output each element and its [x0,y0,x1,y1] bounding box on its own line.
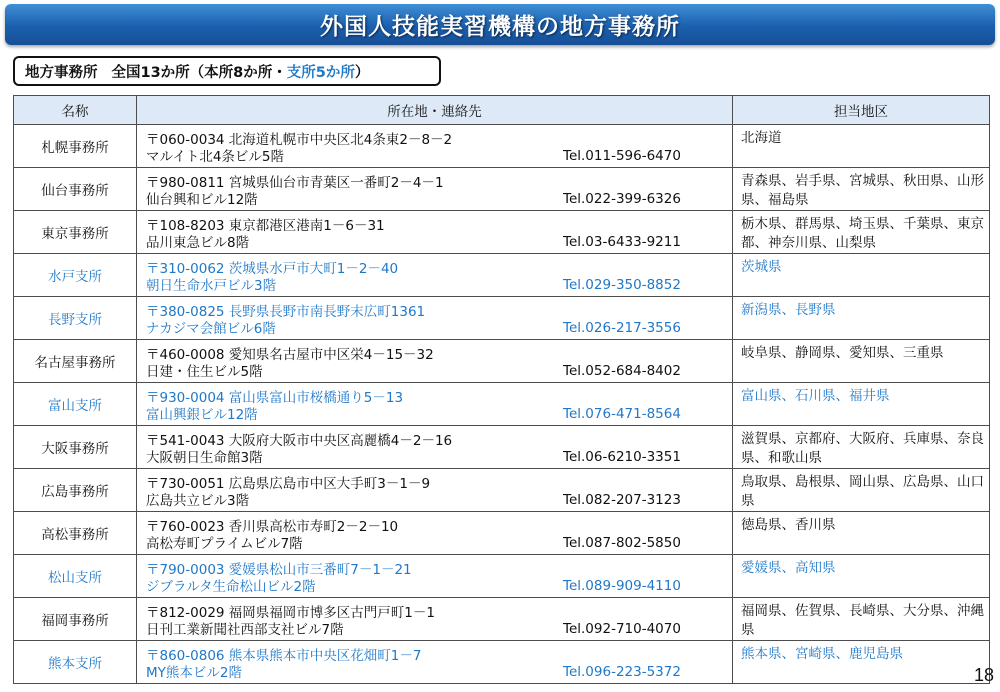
office-address-line1: 〒730-0051 広島県広島市中区大手町3－1－9 [146,476,431,492]
office-name: 福岡事務所 [14,598,137,641]
office-address-line2: 日刊工業新聞社西部支社ビル7階 [146,622,344,638]
office-address-line1: 〒310-0062 茨城県水戸市大町1－2－40 [146,261,399,277]
office-name: 富山支所 [14,383,137,426]
office-area-cell [733,469,990,512]
table-row [14,168,990,211]
office-name: 大阪事務所 [14,426,137,469]
table-row [14,598,990,641]
office-name: 高松事務所 [14,512,137,555]
office-phone: Tel.092-710-4070 [563,621,681,637]
office-area-cell [733,383,990,426]
office-area: 滋賀県、京都府、大阪府、兵庫県、奈良県、和歌山県 [741,431,984,466]
office-area-cell [733,598,990,641]
office-address-line1: 〒541-0043 大阪府大阪市中央区高麗橋4－2－16 [146,433,453,449]
header-area: 担当地区 [733,96,990,125]
table-header-row [14,96,990,125]
office-address-line1: 〒930-0004 富山県富山市桜橋通り5－13 [146,390,404,406]
office-address-line1: 〒760-0023 香川県高松市寿町2－2－10 [146,519,399,535]
office-address-line2: ナカジマ会館ビル6階 [146,321,276,337]
office-address-line2: 高松寿町プライムビル7階 [146,536,303,552]
office-name: 名古屋事務所 [14,340,137,383]
office-address-line2: 朝日生命水戸ビル3階 [146,278,277,294]
office-address-line1: 〒812-0029 福岡県福岡市博多区古門戸町1－1 [146,605,435,621]
summary-branch-count: 支所5か所 [286,64,355,81]
office-name: 東京事務所 [14,211,137,254]
office-address-cell [137,168,733,211]
table-row [14,211,990,254]
office-address-line2: MY熊本ビル2階 [146,665,242,681]
office-area-cell [733,254,990,297]
office-address-line2: 仙台興和ビル12階 [146,192,258,208]
page-number: 18 [973,665,994,685]
table-row [14,383,990,426]
office-address-cell [137,211,733,254]
office-address-line1: 〒860-0806 熊本県熊本市中央区花畑町1－7 [146,648,422,664]
office-phone: Tel.06-6210-3351 [563,449,681,465]
office-address-line1: 〒060-0034 北海道札幌市中央区北4条東2－8－2 [146,132,453,148]
table-row [14,469,990,512]
office-area-cell [733,555,990,598]
office-phone: Tel.082-207-3123 [563,492,681,508]
office-name: 水戸支所 [14,254,137,297]
office-area: 栃木県、群馬県、埼玉県、千葉県、東京都、神奈川県、山梨県 [741,216,984,251]
office-area-cell [733,297,990,340]
page-title: 外国人技能実習機構の地方事務所 [320,14,680,40]
table-row [14,254,990,297]
table-row [14,555,990,598]
office-address-cell [137,469,733,512]
office-area: 徳島県、香川県 [741,517,836,533]
header-name: 名称 [14,96,137,125]
office-name: 札幌事務所 [14,125,137,168]
office-area: 熊本県、宮崎県、鹿児島県 [741,646,903,662]
office-name: 広島事務所 [14,469,137,512]
office-name: 長野支所 [14,297,137,340]
office-area-cell [733,641,990,684]
office-address-line2: 日建・住生ビル5階 [146,364,263,380]
title-banner [5,4,995,45]
office-address-line1: 〒380-0825 長野県長野市南長野末広町1361 [146,304,426,320]
office-area-cell [733,426,990,469]
office-address-cell [137,641,733,684]
office-address-cell [137,125,733,168]
summary-count: 全国13か所（本所8か所・ [111,64,287,81]
office-area: 福岡県、佐賀県、長崎県、大分県、沖縄県 [741,603,984,638]
office-phone: Tel.087-802-5850 [563,535,681,551]
office-area: 茨城県 [741,259,782,275]
office-name: 熊本支所 [14,641,137,684]
office-address-line2: 品川東急ビル8階 [146,235,250,251]
office-area-cell [733,125,990,168]
office-area: 新潟県、長野県 [741,302,836,318]
summary-label: 地方事務所 [25,64,98,81]
office-address-line1: 〒790-0003 愛媛県松山市三番町7－1－21 [146,562,412,578]
office-address-cell [137,383,733,426]
office-area-cell [733,168,990,211]
office-address-line1: 〒108-8203 東京都港区港南1－6－31 [146,218,385,234]
office-name: 松山支所 [14,555,137,598]
office-phone: Tel.022-399-6326 [563,191,681,207]
office-address-line2: 大阪朝日生命館3階 [146,450,263,466]
office-address-line1: 〒980-0811 宮城県仙台市青葉区一番町2－4－1 [146,175,444,191]
office-area-cell [733,211,990,254]
office-area: 北海道 [741,130,782,146]
table-row [14,297,990,340]
office-table [13,95,990,684]
office-address-line1: 〒460-0008 愛知県名古屋市中区栄4－15－32 [146,347,434,363]
office-area-cell [733,512,990,555]
office-address-line2: 富山興銀ビル12階 [146,407,258,423]
office-address-line2: ジブラルタ生命松山ビル2階 [146,579,316,595]
table-row [14,641,990,684]
office-address-cell [137,598,733,641]
office-table-body [14,125,990,684]
table-row [14,426,990,469]
office-phone: Tel.011-596-6470 [563,148,681,164]
office-name: 仙台事務所 [14,168,137,211]
header-address: 所在地・連絡先 [137,96,733,125]
table-row [14,512,990,555]
office-phone: Tel.076-471-8564 [563,406,681,422]
office-address-cell [137,254,733,297]
office-phone: Tel.026-217-3556 [563,320,681,336]
office-phone: Tel.03-6433-9211 [563,234,681,250]
office-phone: Tel.089-909-4110 [563,578,681,594]
office-address-cell [137,555,733,598]
office-address-line2: マルイト北4条ビル5階 [146,149,285,165]
office-area: 愛媛県、高知県 [741,560,836,576]
office-area: 青森県、岩手県、宮城県、秋田県、山形県、福島県 [741,173,984,208]
office-area: 富山県、石川県、福井県 [741,388,890,404]
office-address-cell [137,297,733,340]
office-address-cell [137,426,733,469]
summary-box [13,56,441,86]
office-area-cell [733,340,990,383]
office-area: 岐阜県、静岡県、愛知県、三重県 [741,345,944,361]
office-address-cell [137,512,733,555]
office-area: 鳥取県、島根県、岡山県、広島県、山口県 [741,474,984,509]
office-address-line2: 広島共立ビル3階 [146,493,250,509]
office-phone: Tel.096-223-5372 [563,664,681,680]
table-row [14,340,990,383]
table-row [14,125,990,168]
office-phone: Tel.052-684-8402 [563,363,681,379]
summary-close: ） [354,64,370,81]
office-phone: Tel.029-350-8852 [563,277,681,293]
office-address-cell [137,340,733,383]
